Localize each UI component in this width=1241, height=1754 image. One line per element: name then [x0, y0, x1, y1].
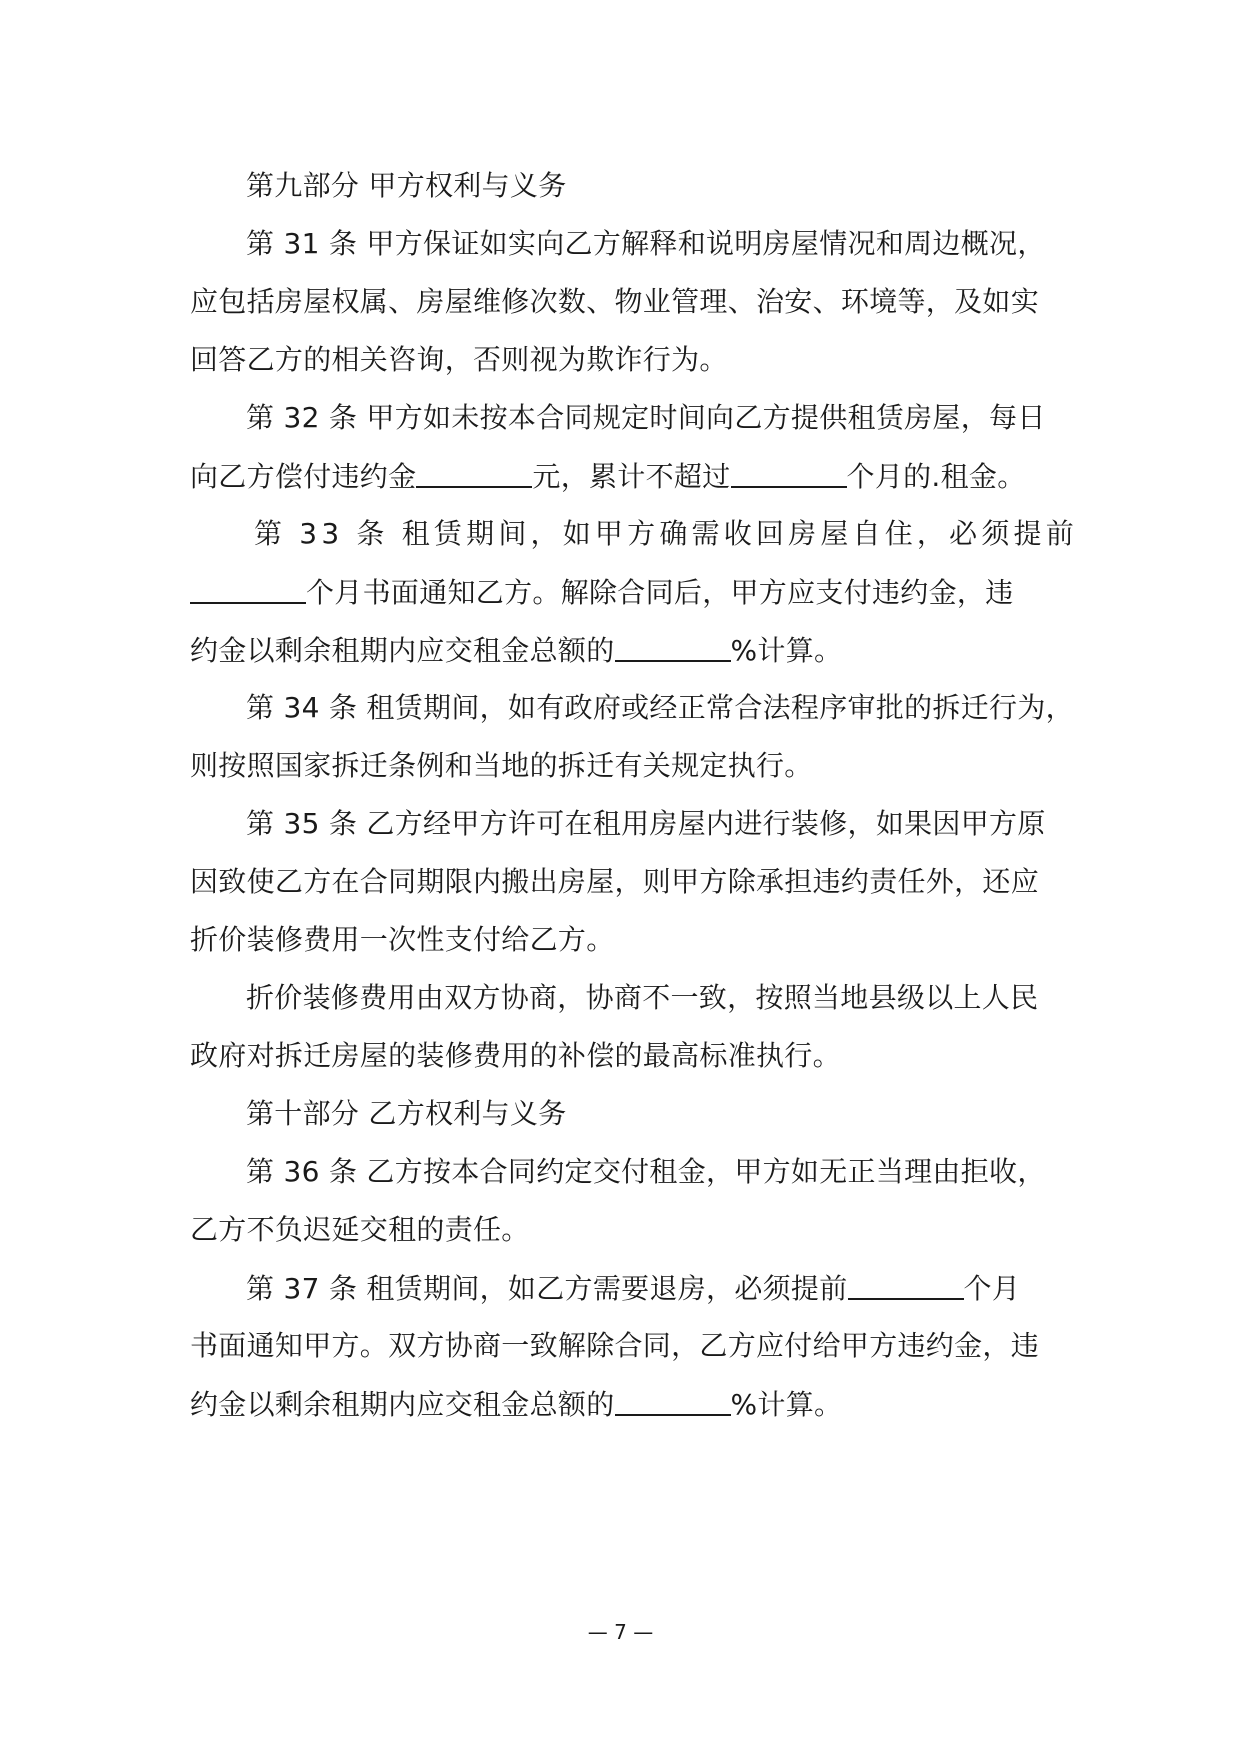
- text-segment: 第 33 条 租赁期间，如甲方确需收回房屋自住，必须提前: [254, 517, 1078, 550]
- fill-in-blank: [615, 630, 731, 662]
- text-segment: 向乙方偿付违约金: [190, 460, 417, 493]
- article-37-line-2: 书面通知甲方。双方协商一致解除合同，乙方应付给甲方违约金，违: [190, 1329, 1040, 1362]
- article-33-line-3: [190, 630, 842, 670]
- fill-in-blank: [848, 1268, 964, 1300]
- article-31-line-3: 回答乙方的相关咨询，否则视为欺诈行为。: [190, 343, 728, 376]
- page-number: — 7 —: [587, 1620, 654, 1644]
- article-36-line-2: 乙方不负迟延交租的责任。: [190, 1213, 530, 1246]
- fill-in-blank: [416, 456, 532, 488]
- paragraph-renovation-line-1: 折价装修费用由双方协商，协商不一致，按照当地县级以上人民: [246, 981, 1039, 1014]
- article-35-line-3: 折价装修费用一次性支付给乙方。: [190, 923, 615, 956]
- text-segment: 个月: [963, 1272, 1021, 1305]
- article-32-line-2: [190, 456, 1026, 496]
- text-segment: 约金以剩余租期内应交租金总额的: [190, 634, 615, 667]
- text-segment: %计算。: [730, 634, 843, 667]
- article-37-line-3: [190, 1384, 842, 1424]
- article-31-line-2: 应包括房屋权属、房屋维修次数、物业管理、治安、环境等，及如实: [190, 285, 1040, 318]
- article-33-line-2: [190, 572, 1014, 612]
- text-segment: 第 37 条 租赁期间，如乙方需要退房，必须提前: [246, 1272, 848, 1305]
- section-heading-part-10: 第十部分 乙方权利与义务: [246, 1097, 567, 1130]
- article-34-line-2: 则按照国家拆迁条例和当地的拆迁有关规定执行。: [190, 749, 813, 782]
- paragraph-renovation-line-2: 政府对拆迁房屋的装修费用的补偿的最高标准执行。: [190, 1039, 841, 1072]
- article-34-line-1: 第 34 条 租赁期间，如有政府或经正常合法程序审批的拆迁行为，: [246, 691, 1074, 724]
- text-segment: 个月的.租金。: [846, 460, 1026, 493]
- text-segment: 个月书面通知乙方。解除合同后，甲方应支付违约金，违: [306, 576, 1014, 609]
- article-35-line-2: 因致使乙方在合同期限内搬出房屋，则甲方除承担违约责任外，还应: [190, 865, 1040, 898]
- text-segment: 约金以剩余租期内应交租金总额的: [190, 1388, 615, 1421]
- text-segment: %计算。: [730, 1388, 843, 1421]
- article-31-line-1: 第 31 条 甲方保证如实向乙方解释和说明房屋情况和周边概况，: [246, 227, 1046, 260]
- article-36-line-1: 第 36 条 乙方按本合同约定交付租金，甲方如无正当理由拒收，: [246, 1155, 1046, 1188]
- article-35-line-1: 第 35 条 乙方经甲方许可在租用房屋内进行装修，如果因甲方原: [246, 807, 1046, 840]
- article-33-line-1: [254, 514, 1078, 554]
- section-heading-part-9: 第九部分 甲方权利与义务: [246, 169, 567, 202]
- fill-in-blank: [190, 572, 306, 604]
- article-32-line-1: 第 32 条 甲方如未按本合同规定时间向乙方提供租赁房屋，每日: [246, 401, 1046, 434]
- fill-in-blank: [615, 1384, 731, 1416]
- fill-in-blank: [731, 456, 847, 488]
- text-segment: 元，累计不超过: [532, 460, 731, 493]
- article-37-line-1: [190, 1268, 1020, 1308]
